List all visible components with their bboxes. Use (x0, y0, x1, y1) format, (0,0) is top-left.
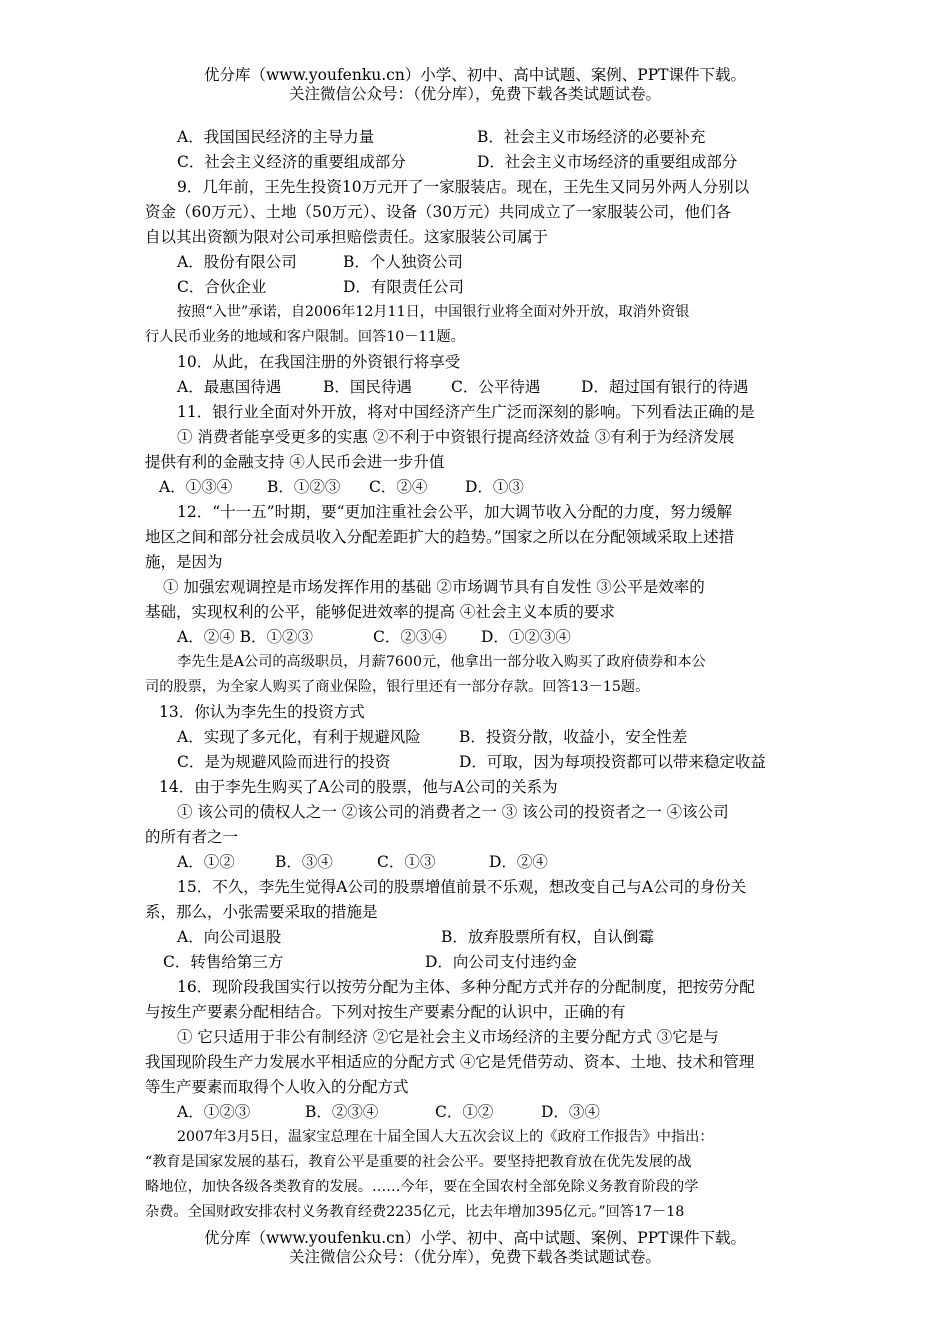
material-text: “教育是国家发展的基石，教育公平是重要的社会公平。要坚持把教育放在优先发展的战 (145, 1154, 692, 1170)
text-line: ① 该公司的债权人之一 ②该公司的消费者之一 ③ 该公司的投资者之一 ④该公司 (177, 803, 729, 821)
material-text: 2007年3月5日，温家宝总理在十届全国人大五次会议上的《政府工作报告》中指出： (177, 1129, 714, 1145)
options-line: A．①③④ B．①②③ C．②④ D．①③ (159, 478, 524, 496)
question-16: 16．现阶段我国实行以按劳分配为主体、多种分配方式并存的分配制度，把按劳分配 (177, 978, 755, 996)
text-line: 系，那么，小张需要采取的措施是 (145, 903, 378, 921)
text-line: A．我国国民经济的主导力量 B．社会主义市场经济的必要补充 (177, 128, 706, 146)
text-line: 施，是因为 (145, 553, 223, 571)
page-footer (0, 1229, 950, 1267)
options-line: A．①② B．③④ C．①③ D．②④ (177, 853, 548, 871)
question-10: 10．从此，在我国注册的外资银行将享受 (177, 353, 461, 371)
material-text: 按照“入世”承诺，自2006年12月11日，中国银行业将全面对外开放，取消外资银 (177, 304, 690, 320)
options-line: A．①②③ B．②③④ C．①② D．③④ (177, 1103, 600, 1121)
question-14: 14．由于李先生购买了A公司的股票，他与A公司的关系为 (159, 778, 558, 796)
question-12: 12．“十一五”时期，要“更加注重社会公平，加大调节收入分配的力度，努力缓解 (177, 503, 732, 521)
material-text: 略地位，加快各级各类教育的发展。……今年，要在全国农村全部免除义务教育阶段的学 (145, 1179, 699, 1195)
options-line: A．实现了多元化，有利于规避风险 B．投资分散，收益小，安全性差 (177, 728, 688, 746)
text-line: 基础，实现权利的公平，能够促进效率的提高 ④社会主义本质的要求 (145, 603, 615, 621)
text-line: 地区之间和部分社会成员收入分配差距扩大的趋势。”国家之所以在分配领域采取上述措 (145, 528, 735, 546)
text-line: C．社会主义经济的重要组成部分 D．社会主义市场经济的重要组成部分 (177, 153, 738, 171)
text-line: 资金（60万元）、土地（50万元）、设备（30万元）共同成立了一家服装公司，他们各 (145, 203, 732, 221)
material-text: 行人民币业务的地域和客户限制。回答10－11题。 (145, 329, 465, 345)
text-line: 等生产要素而取得个人收入的分配方式 (145, 1078, 409, 1096)
options-line: A．②④ B．①②③ C．②③④ D．①②③④ (177, 628, 571, 646)
text-line: ① 消费者能享受更多的实惠 ②不利于中资银行提高经济效益 ③有利于为经济发展 (177, 428, 735, 446)
question-11: 11．银行业全面对外开放，将对中国经济产生广泛而深刻的影响。下列看法正确的是 (177, 403, 755, 421)
options-line: A．向公司退股 B．放弃股票所有权，自认倒霉 (177, 928, 654, 946)
header-line-1: 优分库（www.youfenku.cn）小学、初中、高中试题、案例、PPT课件下载。 (203, 66, 747, 84)
page-header (0, 66, 950, 104)
text-line: 的所有者之一 (145, 828, 239, 846)
text-line: 我国现阶段生产力发展水平相适应的分配方式 ④它是凭借劳动、资本、土地、技术和管理 (145, 1053, 755, 1071)
options-line: A．最惠国待遇 B．国民待遇 C．公平待遇 D．超过国有银行的待遇 (177, 378, 749, 396)
document-body (145, 125, 810, 1225)
footer-line-1: 优分库（www.youfenku.cn）小学、初中、高中试题、案例、PPT课件下载。 (203, 1229, 747, 1247)
options-line: C．合伙企业 D．有限责任公司 (177, 278, 464, 296)
question-15: 15．不久，李先生觉得A公司的股票增值前景不乐观，想改变自己与A公司的身份关 (177, 878, 747, 896)
footer-line-2: 关注微信公众号：（优分库），免费下载各类试题试卷。 (288, 1248, 661, 1266)
options-line: A．股份有限公司 B．个人独资公司 (177, 253, 463, 271)
options-line: C．是为规避风险而进行的投资 D．可取，因为每项投资都可以带来稳定收益 (177, 753, 766, 771)
text-line: ① 它只适用于非公有制经济 ②它是社会主义市场经济的主要分配方式 ③它是与 (177, 1028, 719, 1046)
text-line: 与按生产要素分配相结合。下列对按生产要素分配的认识中，正确的有 (145, 1003, 626, 1021)
text-line: 提供有利的金融支持 ④人民币会进一步升值 (145, 453, 445, 471)
question-13: 13．你认为李先生的投资方式 (159, 703, 365, 721)
options-line: C．转售给第三方 D．向公司支付违约金 (163, 953, 577, 971)
text-line: ① 加强宏观调控是市场发挥作用的基础 ②市场调节具有自发性 ③公平是效率的 (163, 578, 705, 596)
question-9: 9．几年前，王先生投资10万元开了一家服装店。现在，王先生又同另外两人分别以 (177, 178, 750, 196)
material-text: 司的股票，为全家人购买了商业保险，银行里还有一部分存款。回答13－15题。 (145, 679, 650, 695)
header-line-2: 关注微信公众号：（优分库），免费下载各类试题试卷。 (288, 85, 661, 103)
text-line: 自以其出资额为限对公司承担赔偿责任。这家服装公司属于 (145, 228, 549, 246)
material-text: 李先生是A公司的高级职员，月薪7600元，他拿出一部分收入购买了政府债券和本公 (177, 654, 706, 670)
material-text: 杂费。全国财政安排农村义务教育经费2235亿元，比去年增加395亿元。”回答17－18 (145, 1204, 685, 1220)
